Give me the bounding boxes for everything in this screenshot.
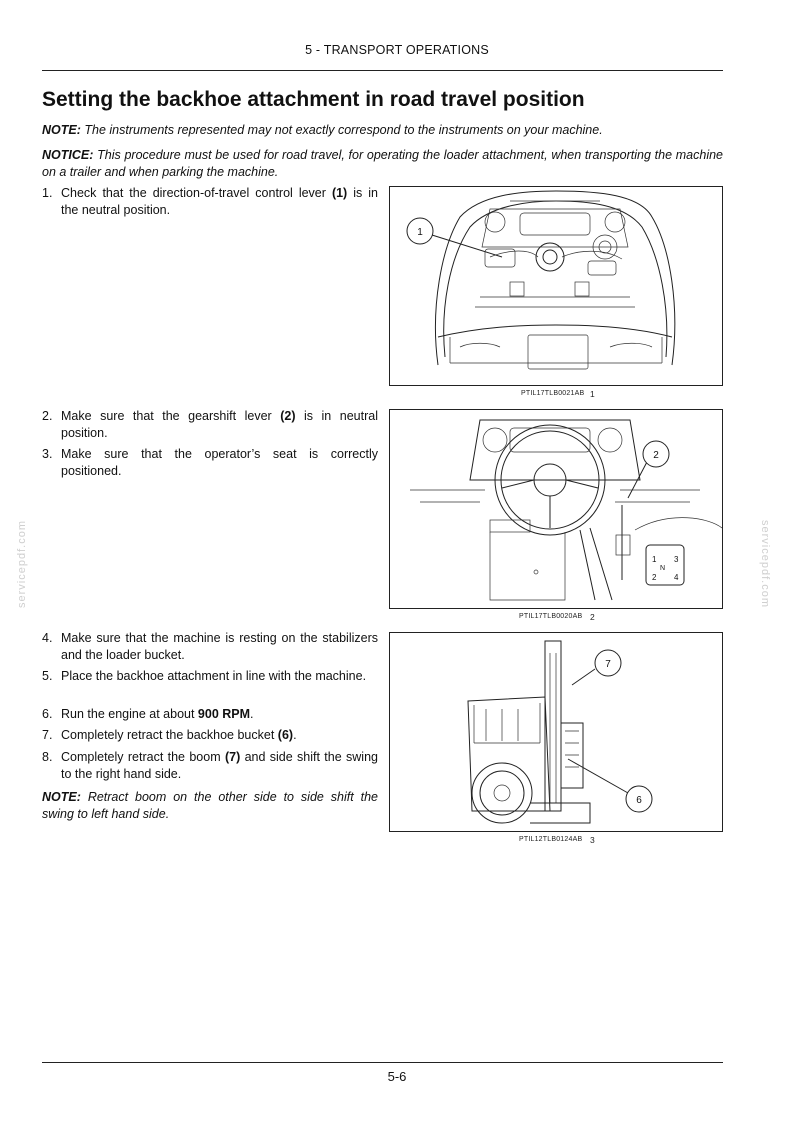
step-text-end: is in the neutral position. (61, 186, 379, 217)
figure-1-number: 1 (590, 389, 595, 399)
step-text: Make sure that the machine is resting on the stabilizers and the loader bucket. (61, 631, 378, 662)
step-number: 5. (42, 669, 53, 683)
step-text-end: and side shift the swing to the right hand side. (61, 750, 378, 781)
note-text: The instruments represented may not exactly correspond to the instruments on your machine. (84, 123, 603, 137)
watermark-right: servicepdf.com (758, 520, 771, 608)
header-rule (42, 70, 723, 71)
notice-text: This procedure must be used for road travel, for operating the loader attachment, when transporting the machine on a trailer and when parking the machine. (42, 148, 723, 179)
figure-3-ref: PTIL12TLB0124AB (519, 836, 583, 843)
figure-1-ref: PTIL17TLB0021AB (521, 390, 585, 397)
step-text-end: . (293, 728, 297, 742)
step-ref: (6) (277, 728, 294, 742)
note-retract-boom (42, 789, 378, 823)
step-6 (42, 706, 378, 723)
step-4 (42, 630, 378, 664)
callout-1-label: 1 (417, 227, 423, 238)
step-ref: (2) (280, 409, 296, 423)
figure-2-gearshift (389, 409, 723, 609)
figure-3-number: 3 (590, 835, 595, 845)
step-number: 8. (42, 750, 53, 764)
note-label: NOTE: (42, 790, 81, 804)
step-3 (42, 446, 378, 480)
step-text: Place the backhoe attachment in line with the machine. (61, 669, 367, 683)
step-number: 4. (42, 631, 53, 645)
step-5 (42, 668, 378, 685)
step-text-end: is in neutral position. (61, 409, 378, 440)
step-number: 1. (42, 186, 53, 200)
step-ref: 900 RPM (197, 707, 251, 721)
watermark-left: servicepdf.com (15, 520, 28, 608)
step-8 (42, 749, 378, 783)
dashboard-illustration (390, 187, 722, 385)
footer-rule (42, 1062, 723, 1063)
notice-label: NOTICE: (42, 148, 94, 162)
step-1 (42, 185, 378, 219)
backhoe-illustration (390, 633, 722, 831)
step-text: Completely retract the backhoe bucket (61, 728, 278, 742)
step-ref: (1) (331, 186, 348, 200)
note-instruments (42, 122, 723, 139)
step-ref: (7) (224, 750, 241, 764)
page-number: 5-6 (387, 1069, 407, 1084)
step-text-end: . (250, 707, 254, 721)
step-number: 7. (42, 728, 53, 742)
gearshift-illustration (390, 410, 722, 608)
figure-1-dashboard (389, 186, 723, 386)
section-header: 5 - TRANSPORT OPERATIONS (305, 43, 489, 57)
gear-label: N (660, 565, 666, 572)
step-number: 2. (42, 409, 53, 423)
step-number: 6. (42, 707, 53, 721)
gear-label: 1 (652, 555, 657, 564)
callout-6-label: 6 (636, 795, 642, 806)
callout-2-label: 2 (653, 450, 659, 461)
step-text: Check that the direction-of-travel control lever (61, 186, 332, 200)
page-title: Setting the backhoe attachment in road travel position (42, 88, 585, 111)
gear-label: 3 (674, 555, 679, 564)
step-text: Make sure that the gearshift lever (61, 409, 281, 423)
note-text: Retract boom on the other side to side shift the swing to left hand side. (42, 790, 378, 821)
notice-procedure (42, 147, 723, 181)
step-2 (42, 408, 378, 442)
note-label: NOTE: (42, 123, 81, 137)
gear-label: 4 (674, 573, 679, 582)
step-text: Completely retract the boom (61, 750, 225, 764)
step-7 (42, 727, 378, 744)
figure-3-backhoe (389, 632, 723, 832)
figure-2-ref: PTIL17TLB0020AB (519, 613, 583, 620)
gear-label: 2 (652, 573, 657, 582)
figure-2-number: 2 (590, 612, 595, 622)
step-text: Run the engine at about (61, 707, 198, 721)
step-number: 3. (42, 447, 53, 461)
step-text: Make sure that the operator’s seat is correctly positioned. (61, 447, 378, 478)
callout-7-label: 7 (605, 659, 611, 670)
